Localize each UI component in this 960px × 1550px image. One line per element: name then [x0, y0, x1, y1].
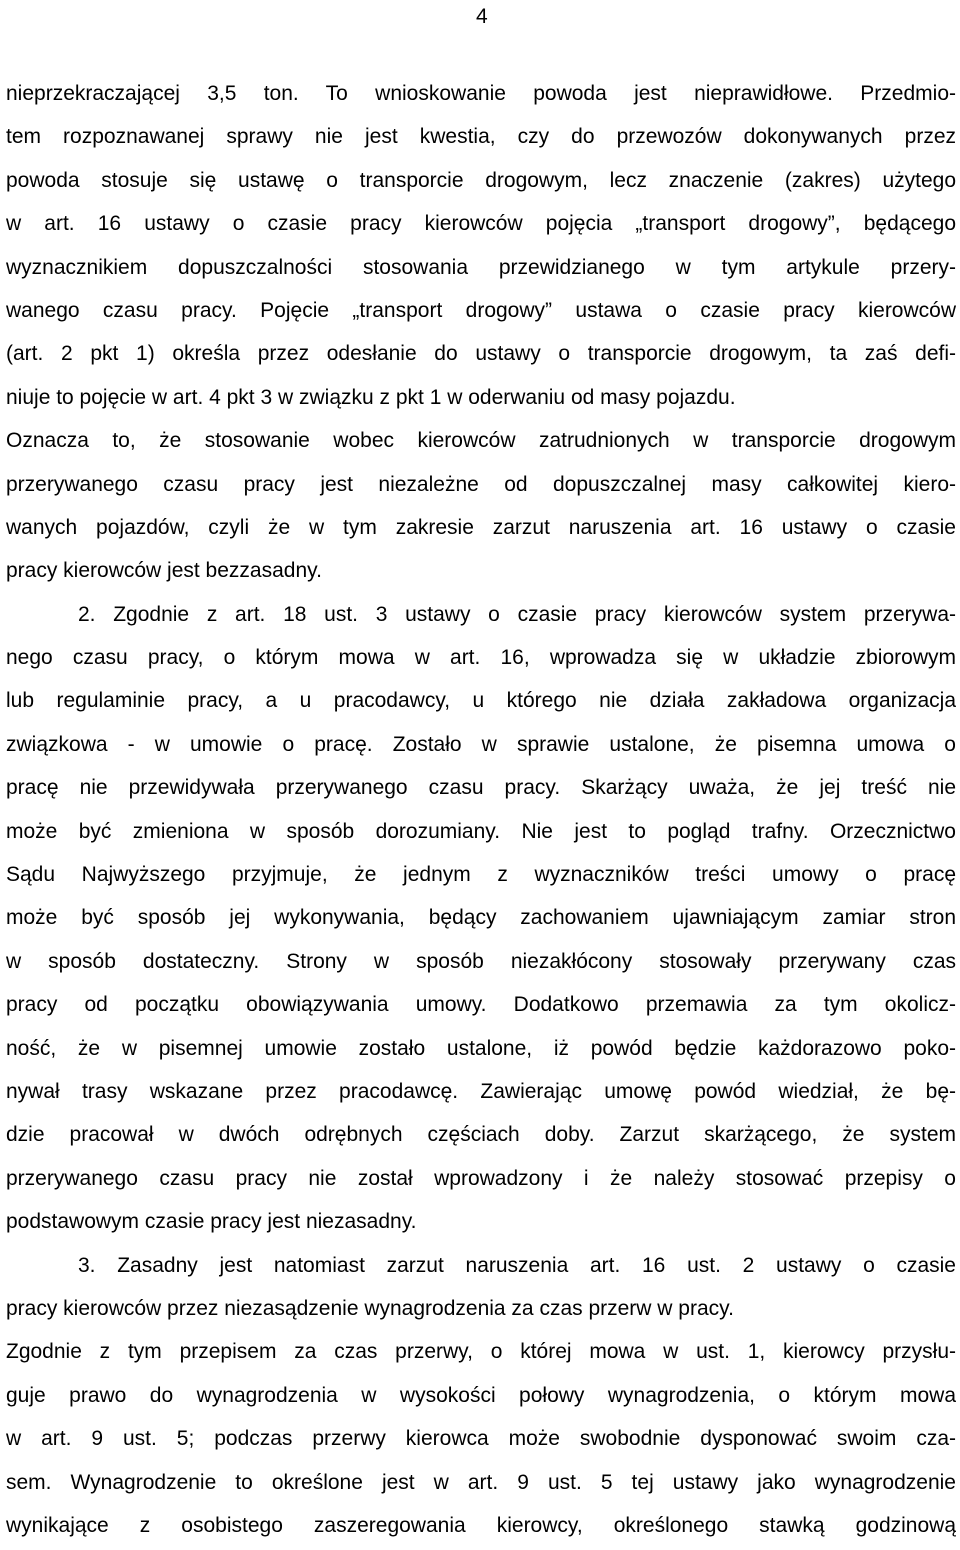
text-line: Oznacza to, że stosowanie wobec kierowców zatrudnionych w transporcie drogowym [6, 429, 956, 453]
text-line: tem rozpoznawanej sprawy nie jest kwestia, czy do przewozów dokonywanych przez [6, 125, 956, 149]
text-line: pracy kierowców przez niezasądzenie wynagrodzenia za czas przerw w pracy. [6, 1296, 734, 1320]
text-line: pracy od początku obowiązywania umowy. Dodatkowo przemawia za tym okolicz- [6, 993, 956, 1017]
text-line: dzie pracował w dwóch odrębnych częściach doby. Zarzut skarżącego, że system [6, 1123, 956, 1147]
text-line: przerywanego czasu pracy jest niezależne od dopuszczalnej masy całkowitej kiero- [6, 472, 956, 496]
text-line: nywał trasy wskazane przez pracodawcę. Zawierając umowę powód wiedział, że bę- [6, 1079, 956, 1103]
text-line: powoda stosuje się ustawę o transporcie drogowym, lecz znaczenie (zakres) użytego [6, 168, 956, 192]
text-line: nieprzekraczającej 3,5 ton. To wnioskowanie powoda jest nieprawidłowe. Przedmio- [6, 82, 956, 105]
text-line: 2. Zgodnie z art. 18 ust. 3 ustawy o czasie pracy kierowców system przerywa- [78, 602, 956, 626]
text-line: może być zmieniona w sposób dorozumiany. Nie jest to pogląd trafny. Orzecznictwo [6, 819, 956, 843]
text-line: przerywanego czasu pracy nie został wprowadzony i że należy stosować przepisy o [6, 1166, 956, 1190]
text-line: Sądu Najwyższego przyjmuje, że jednym z wyznaczników treści umowy o pracę [6, 863, 956, 887]
text-line: 3. Zasadny jest natomiast zarzut naruszenia art. 16 ust. 2 ustawy o czasie [78, 1253, 956, 1277]
document-body [6, 72, 956, 1547]
text-line: wynikające z osobistego zaszeregowania kierowcy, określonego stawką godzinową [6, 1513, 956, 1537]
page-number: 4 [476, 5, 488, 28]
text-line: nego czasu pracy, o którym mowa w art. 16, wprowadza się w układzie zbiorowym [6, 646, 956, 670]
text-line: lub regulaminie pracy, a u pracodawcy, u którego nie działa zakładowa organizacja [6, 689, 956, 713]
text-line: podstawowym czasie pracy jest niezasadny. [6, 1210, 417, 1234]
text-line: wanego czasu pracy. Pojęcie „transport drogowy” ustawa o czasie pracy kierowców [6, 298, 956, 322]
text-line: sem. Wynagrodzenie to określone jest w art. 9 ust. 5 tej ustawy jako wynagrodzenie [6, 1470, 956, 1494]
text-line: (art. 2 pkt 1) określa przez odesłanie do ustawy o transporcie drogowym, ta zaś defi- [6, 342, 956, 366]
text-line: w art. 16 ustawy o czasie pracy kierowców pojęcia „transport drogowy”, będącego [6, 212, 956, 236]
text-line: pracy kierowców jest bezzasadny. [6, 559, 322, 583]
text-line: w sposób dostateczny. Strony w sposób niezakłócony stosowały przerywany czas [6, 949, 956, 973]
text-line: związkowa - w umowie o pracę. Zostało w sprawie ustalone, że pisemna umowa o [6, 732, 956, 756]
text-line: niuje to pojęcie w art. 4 pkt 3 w związku z pkt 1 w oderwaniu od masy pojazdu. [6, 385, 736, 409]
text-line: w art. 9 ust. 5; podczas przerwy kierowca może swobodnie dysponować swoim cza- [6, 1427, 956, 1451]
text-line: wyznacznikiem dopuszczalności stosowania przewidzianego w tym artykule przery- [6, 255, 956, 279]
text-line: ność, że w pisemnej umowie zostało ustalone, iż powód będzie każdorazowo poko- [6, 1036, 956, 1060]
text-line: wanych pojazdów, czyli że w tym zakresie zarzut naruszenia art. 16 ustawy o czasie [6, 515, 956, 539]
text-line: może być sposób jej wykonywania, będący zachowaniem ujawniającym zamiar stron [6, 906, 956, 930]
text-line: Zgodnie z tym przepisem za czas przerwy, o której mowa w ust. 1, kierowcy przysłu- [6, 1340, 956, 1364]
text-line: guje prawo do wynagrodzenia w wysokości połowy wynagrodzenia, o którym mowa [6, 1383, 956, 1407]
text-line: pracę nie przewidywała przerywanego czasu pracy. Skarżący uważa, że jej treść nie [6, 776, 956, 800]
